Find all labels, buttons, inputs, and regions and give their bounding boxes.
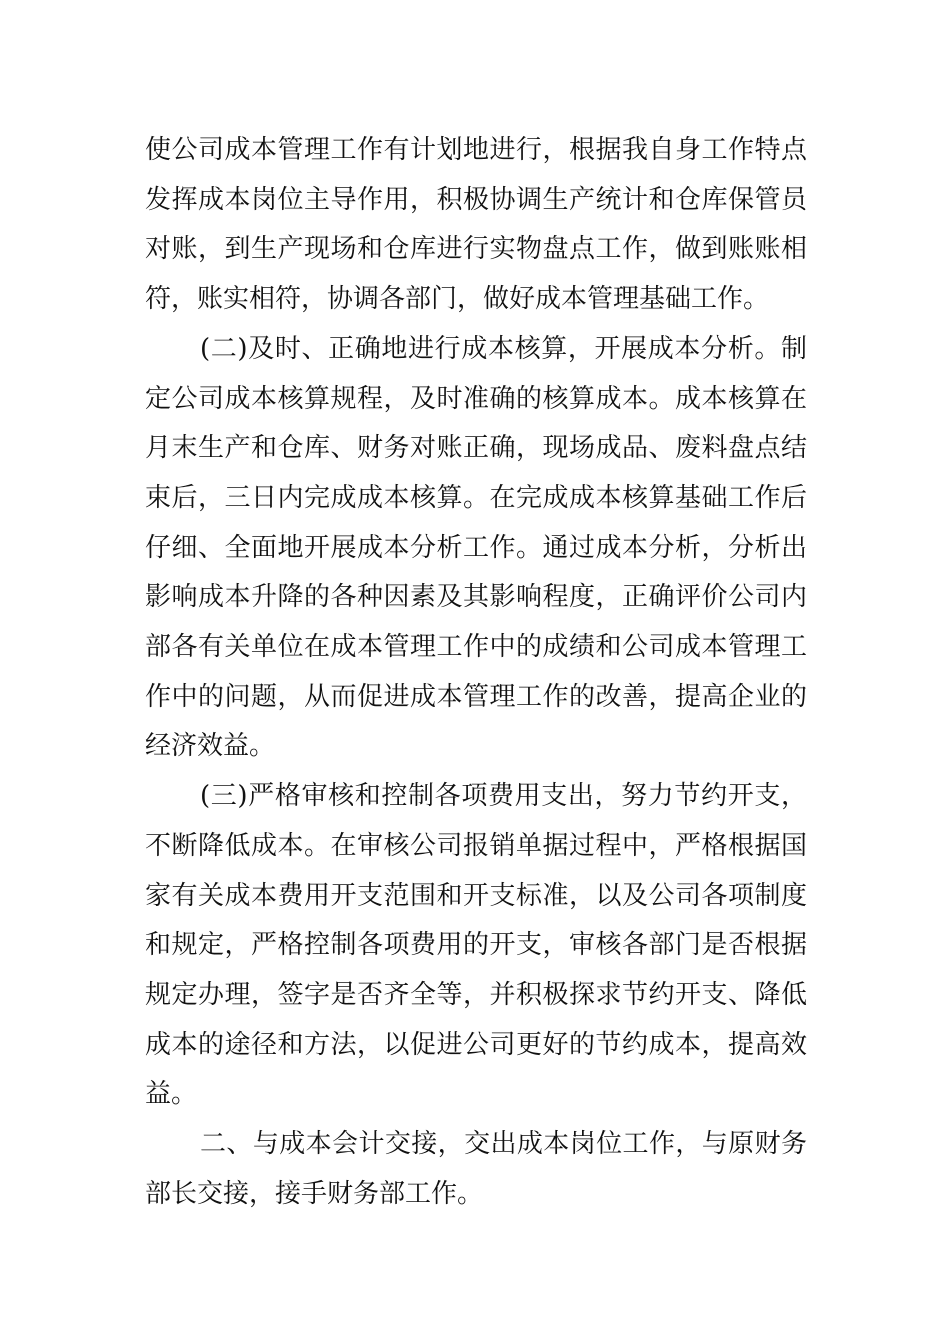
- paragraph-cost-management-basics: 使公司成本管理工作有计划地进行，根据我自身工作特点发挥成本岗位主导作用，积极协调生产统计和仓库保管员对账，到生产现场和仓库进行实物盘点工作，做到账账相符，账实相符，协调各部门，做好成本管理基础工作。: [145, 135, 807, 315]
- paragraph-handover: 二、与成本会计交接，交出成本岗位工作，与原财务部长交接，接手财务部工作。: [145, 1129, 807, 1209]
- document-body: [145, 126, 807, 1219]
- paragraph-expense-control: (三)严格审核和控制各项费用支出，努力节约开支，不断降低成本。在审核公司报销单据过程中，严格根据国家有关成本费用开支范围和开支标准，以及公司各项制度和规定，严格控制各项费用的开支，审核各部门是否根据规定办理，签字是否齐全等，并积极探求节约开支、降低成本的途径和方法，以促进公司更好的节约成本，提高效益。: [145, 781, 807, 1110]
- paragraph-cost-accounting-analysis: (二)及时、正确地进行成本核算，开展成本分析。制定公司成本核算规程，及时准确的核算成本。成本核算在月末生产和仓库、财务对账正确，现场成品、废料盘点结束后，三日内完成成本核算。在完成成本核算基础工作后仔细、全面地开展成本分析工作。通过成本分析，分析出影响成本升降的各种因素及其影响程度，正确评价公司内部各有关单位在成本管理工作中的成绩和公司成本管理工作中的问题，从而促进成本管理工作的改善，提高企业的经济效益。: [145, 333, 807, 762]
